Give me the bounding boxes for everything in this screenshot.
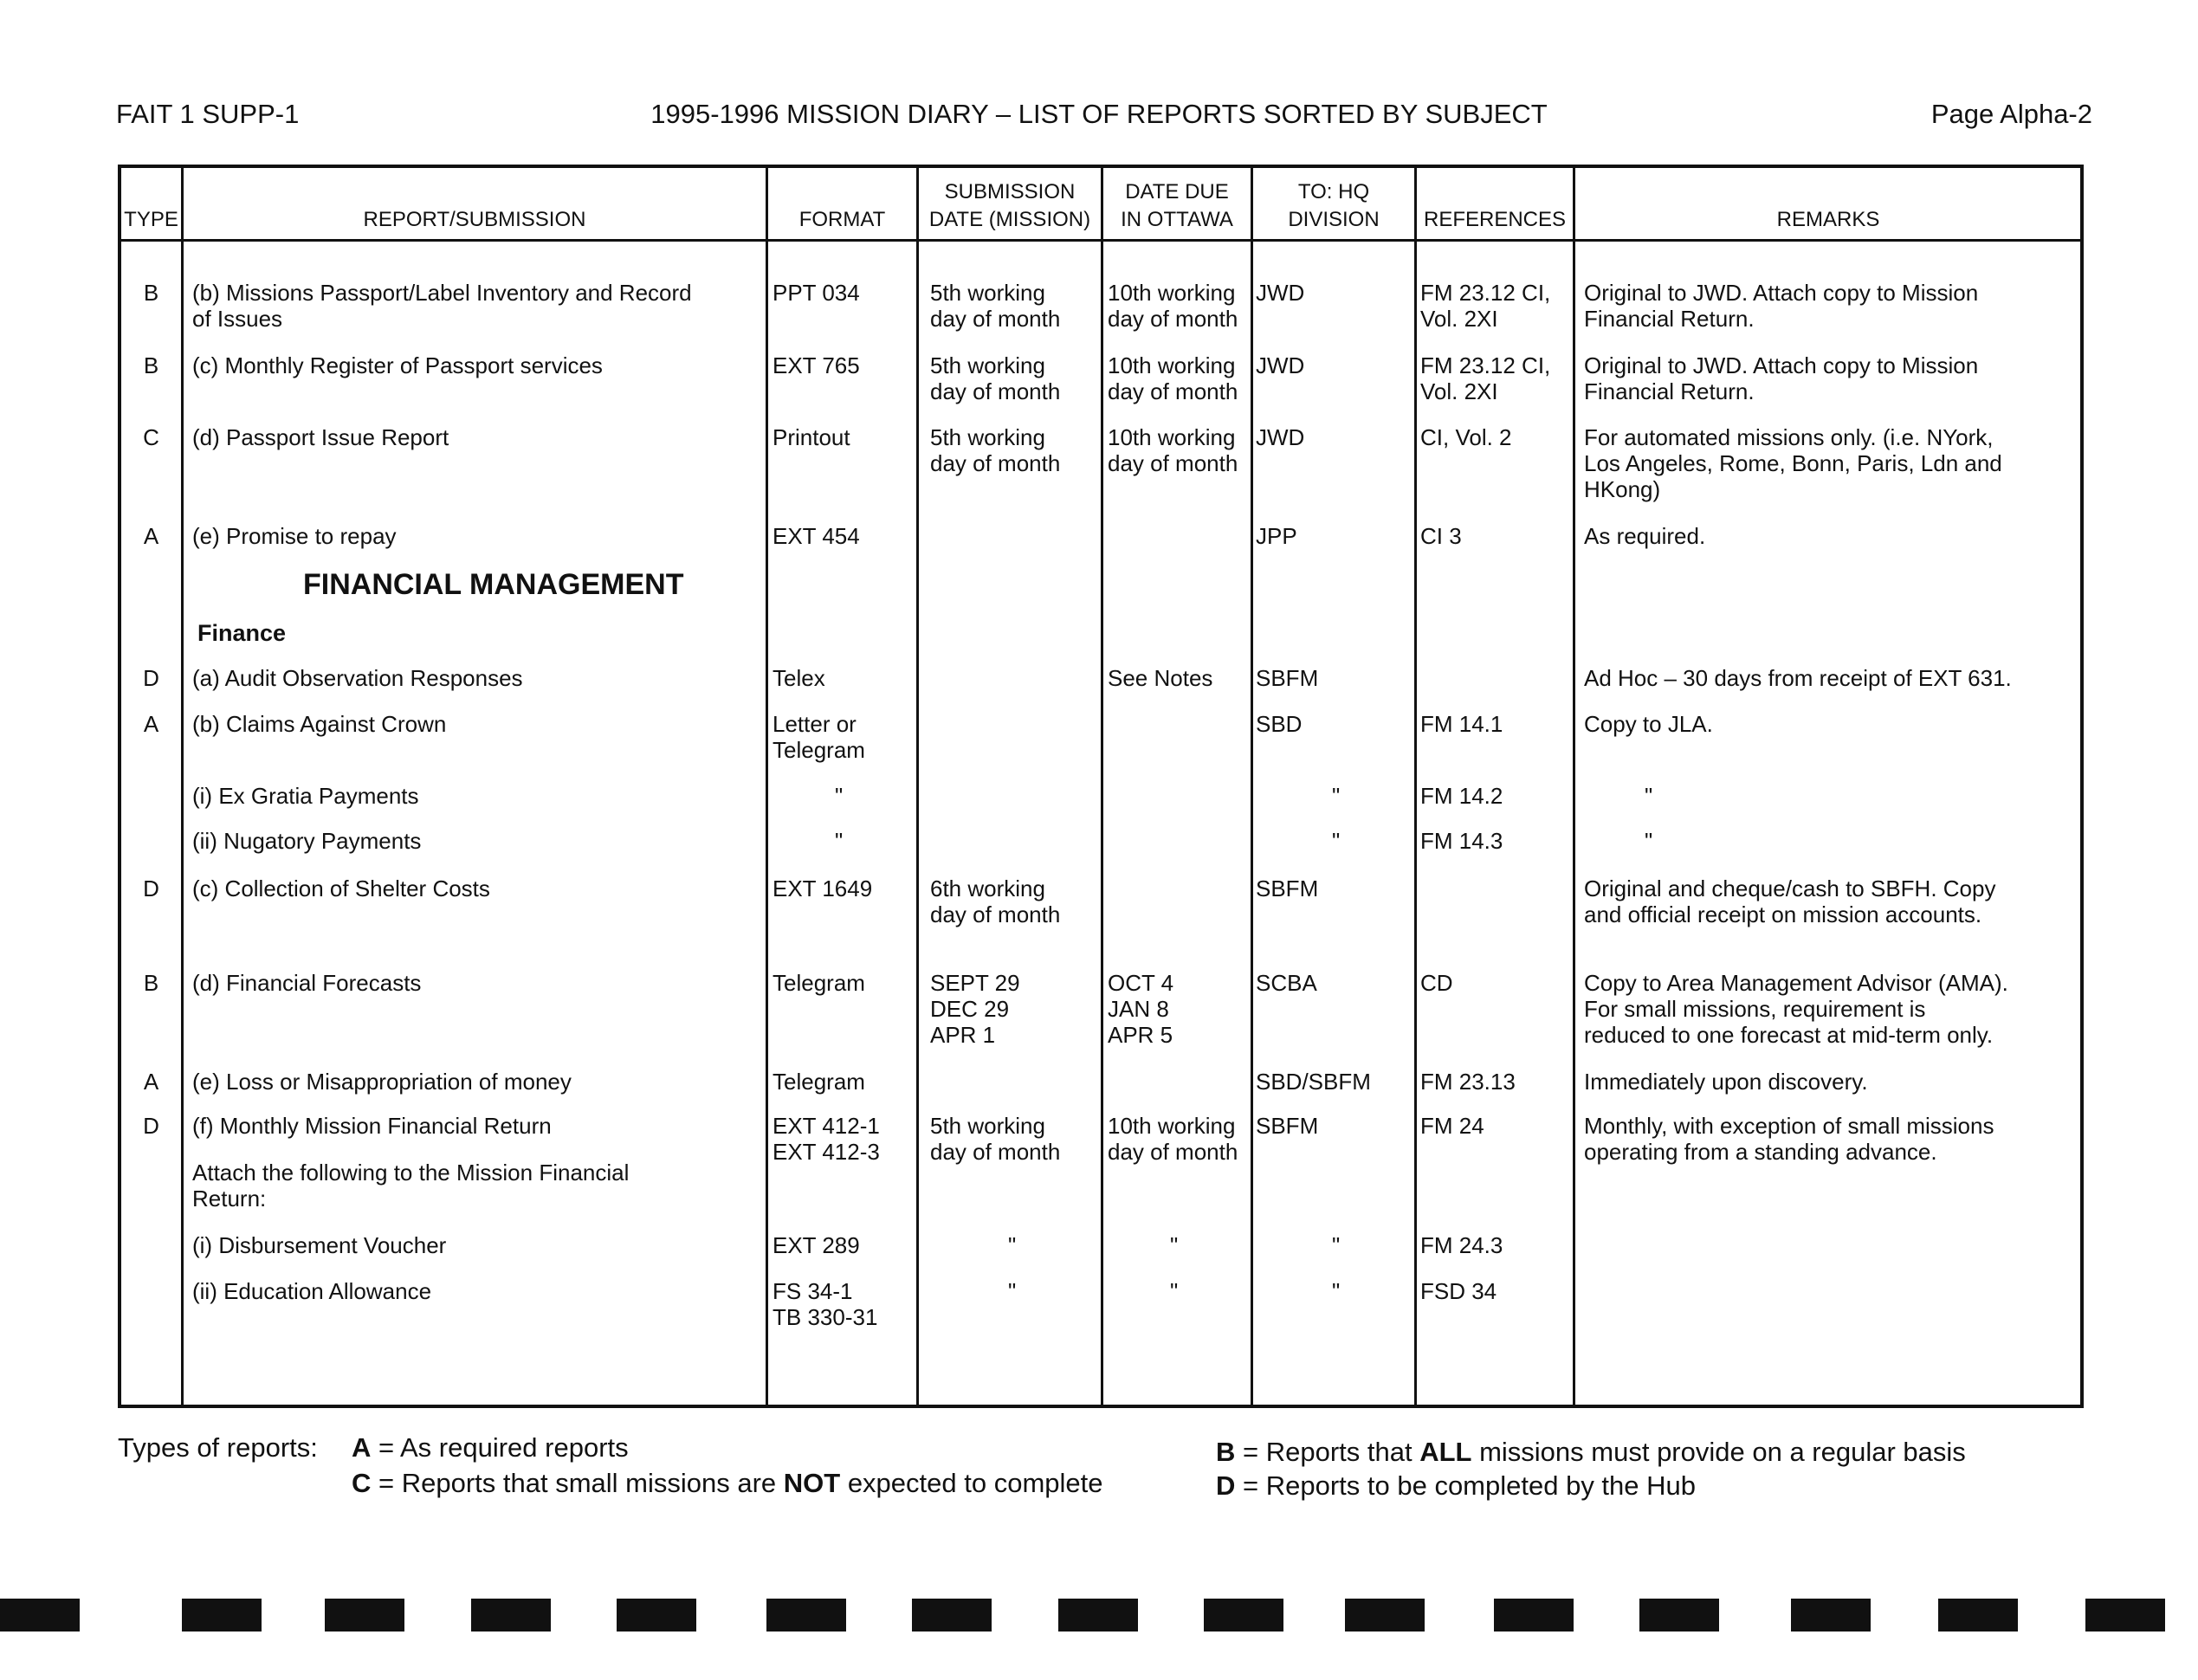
cell-report: (e) Promise to repay — [192, 523, 397, 549]
cell-refs: FM 14.3 — [1420, 828, 1503, 854]
cell-format: Telex — [773, 665, 825, 691]
scan-mark — [617, 1599, 696, 1632]
legend-label: Types of reports: — [118, 1432, 318, 1463]
cell-format: EXT 765 — [773, 352, 860, 378]
cell-submission: " — [1008, 1278, 1017, 1304]
legend-b-emphasis: ALL — [1419, 1437, 1472, 1467]
cell-refs: FM 24.3 — [1420, 1232, 1503, 1258]
cell-remarks: " — [1645, 783, 1653, 809]
cell-remarks: For automated missions only. (i.e. NYork, Los Angeles, Rome, Bonn, Paris, Ldn and HKong) — [1584, 424, 2002, 502]
cell-format: Printout — [773, 424, 850, 450]
cell-report: Attach the following to the Mission Financial Return: — [192, 1160, 630, 1212]
cell-due: 10th working day of month — [1108, 280, 1238, 332]
cell-submission: 5th working day of month — [930, 280, 1061, 332]
document-code: FAIT 1 SUPP-1 — [116, 99, 300, 129]
scan-mark — [182, 1599, 262, 1632]
cell-remarks: Immediately upon discovery. — [1584, 1069, 1868, 1095]
section-title: FINANCIAL MANAGEMENT — [303, 568, 684, 601]
cell-type: B — [143, 970, 159, 996]
column-header-submission: SUBMISSION DATE (MISSION) — [928, 180, 1091, 231]
scan-mark — [766, 1599, 846, 1632]
column-header-due: DATE DUE IN OTTAWA — [1121, 180, 1233, 231]
cell-refs: FM 14.2 — [1420, 783, 1503, 809]
cell-submission: SEPT 29 DEC 29 APR 1 — [930, 970, 1020, 1048]
cell-due: " — [1170, 1232, 1179, 1258]
cell-report: (f) Monthly Mission Financial Return — [192, 1113, 552, 1139]
cell-refs: CI 3 — [1420, 523, 1462, 549]
cell-format: FS 34-1 TB 330-31 — [773, 1278, 878, 1330]
cell-type: B — [143, 352, 159, 378]
legend-c-emphasis: NOT — [783, 1468, 841, 1498]
column-divider — [1573, 165, 1575, 1408]
cell-due: 10th working day of month — [1108, 424, 1238, 476]
column-header-references: REFERENCES — [1423, 208, 1567, 231]
cell-to: JPP — [1256, 523, 1297, 549]
cell-type: A — [143, 1069, 159, 1095]
legend-b-key: B — [1216, 1437, 1236, 1467]
cell-report: (c) Monthly Register of Passport services — [192, 352, 603, 378]
cell-remarks: Original and cheque/cash to SBFH. Copy and official receipt on mission accounts. — [1584, 876, 1996, 927]
cell-report: (c) Collection of Shelter Costs — [192, 876, 490, 901]
column-divider — [766, 165, 768, 1408]
cell-refs: CI, Vol. 2 — [1420, 424, 1512, 450]
column-divider — [1101, 165, 1103, 1408]
cell-to: SBFM — [1256, 1113, 1319, 1139]
scan-mark — [1494, 1599, 1574, 1632]
cell-remarks: Original to JWD. Attach copy to Mission Financial Return. — [1584, 352, 1979, 404]
header-divider — [118, 239, 2084, 242]
cell-report: (a) Audit Observation Responses — [192, 665, 523, 691]
cell-refs: FM 23.13 — [1420, 1069, 1516, 1095]
column-header-format: FORMAT — [798, 208, 886, 231]
cell-report: (ii) Education Allowance — [192, 1278, 432, 1304]
scan-mark — [471, 1599, 551, 1632]
cell-format: " — [835, 783, 844, 809]
cell-to: JWD — [1256, 280, 1305, 306]
cell-type: B — [143, 280, 159, 306]
column-divider — [1251, 165, 1253, 1408]
page-number: Page Alpha-2 — [1930, 99, 2092, 129]
cell-refs: FM 14.1 — [1420, 711, 1503, 737]
cell-type: A — [143, 523, 159, 549]
cell-report: (b) Claims Against Crown — [192, 711, 447, 737]
cell-to: JWD — [1256, 352, 1305, 378]
legend-a-key: A — [352, 1432, 372, 1463]
cell-to: JWD — [1256, 424, 1305, 450]
scan-mark — [325, 1599, 404, 1632]
cell-report: (ii) Nugatory Payments — [192, 828, 422, 854]
legend-d-text: = Reports to be completed by the Hub — [1235, 1470, 1697, 1501]
cell-type: D — [143, 665, 159, 691]
cell-format: " — [835, 828, 844, 854]
legend-c — [352, 1468, 1103, 1499]
cell-to: " — [1332, 1278, 1341, 1304]
cell-remarks: Copy to Area Management Advisor (AMA). For small missions, requirement is reduced to one forecast at mid-term only. — [1584, 970, 2008, 1048]
cell-type: A — [143, 711, 159, 737]
cell-submission: 5th working day of month — [930, 352, 1061, 404]
cell-to: SBD — [1256, 711, 1303, 737]
cell-format: Telegram — [773, 1069, 865, 1095]
cell-submission: 5th working day of month — [930, 424, 1061, 476]
column-divider — [181, 165, 184, 1408]
cell-format: EXT 289 — [773, 1232, 860, 1258]
column-header-report: REPORT/SUBMISSION — [363, 208, 586, 231]
scan-mark — [1345, 1599, 1425, 1632]
column-header-division: TO: HQ DIVISION — [1288, 180, 1380, 231]
legend-c-key: C — [352, 1468, 372, 1498]
legend-d — [1216, 1470, 1696, 1502]
cell-to: SCBA — [1256, 970, 1317, 996]
cell-refs: FM 24 — [1420, 1113, 1484, 1139]
legend-b-text-end: missions must provide on a regular basis — [1471, 1437, 1966, 1467]
cell-report: (d) Passport Issue Report — [192, 424, 449, 450]
cell-remarks: As required. — [1584, 523, 1706, 549]
cell-report: (i) Disbursement Voucher — [192, 1232, 447, 1258]
document-title: 1995-1996 MISSION DIARY – LIST OF REPORTS SORTED BY SUBJECT — [650, 99, 1548, 129]
cell-due: " — [1170, 1278, 1179, 1304]
cell-submission: 5th working day of month — [930, 1113, 1061, 1165]
scan-mark — [1204, 1599, 1283, 1632]
legend-b — [1216, 1437, 1966, 1468]
cell-format: EXT 454 — [773, 523, 860, 549]
scan-mark — [2085, 1599, 2165, 1632]
legend-b-text: = Reports that — [1235, 1437, 1420, 1467]
cell-due: 10th working day of month — [1108, 352, 1238, 404]
cell-refs: FM 23.12 CI, Vol. 2XI — [1420, 352, 1551, 404]
scan-mark — [1058, 1599, 1138, 1632]
cell-to: SBD/SBFM — [1256, 1069, 1371, 1095]
cell-remarks: Monthly, with exception of small missions operating from a standing advance. — [1584, 1113, 1994, 1165]
cell-type: D — [143, 876, 159, 901]
cell-remarks: " — [1645, 828, 1653, 854]
cell-remarks: Original to JWD. Attach copy to Mission Financial Return. — [1584, 280, 1979, 332]
scan-mark — [1791, 1599, 1871, 1632]
scan-mark — [1938, 1599, 2018, 1632]
cell-type: D — [143, 1113, 159, 1139]
cell-refs: FSD 34 — [1420, 1278, 1497, 1304]
scan-mark — [912, 1599, 992, 1632]
scan-mark — [0, 1599, 80, 1632]
cell-due: OCT 4 JAN 8 APR 5 — [1108, 970, 1174, 1048]
cell-format: Letter or Telegram — [773, 711, 865, 763]
cell-to: " — [1332, 1232, 1341, 1258]
cell-remarks: Copy to JLA. — [1584, 711, 1713, 737]
cell-submission: " — [1008, 1232, 1017, 1258]
cell-type: C — [143, 424, 159, 450]
cell-submission: 6th working day of month — [930, 876, 1061, 927]
cell-due: 10th working day of month — [1108, 1113, 1238, 1165]
subsection-title: Finance — [197, 620, 287, 646]
cell-report: (e) Loss or Misappropriation of money — [192, 1069, 572, 1095]
cell-format: PPT 034 — [773, 280, 860, 306]
cell-refs: FM 23.12 CI, Vol. 2XI — [1420, 280, 1551, 332]
cell-report: (d) Financial Forecasts — [192, 970, 422, 996]
cell-format: EXT 412-1 EXT 412-3 — [773, 1113, 880, 1165]
cell-refs: CD — [1420, 970, 1453, 996]
cell-format: Telegram — [773, 970, 865, 996]
cell-report: (i) Ex Gratia Payments — [192, 783, 419, 809]
cell-report: (b) Missions Passport/Label Inventory and Record of Issues — [192, 280, 692, 332]
column-header-remarks: REMARKS — [1776, 208, 1880, 231]
cell-to: SBFM — [1256, 876, 1319, 901]
cell-format: EXT 1649 — [773, 876, 873, 901]
column-header-type: TYPE — [124, 208, 178, 231]
cell-to: " — [1332, 783, 1341, 809]
cell-to: SBFM — [1256, 665, 1319, 691]
cell-due: See Notes — [1108, 665, 1213, 691]
legend-a-text: = As required reports — [371, 1432, 629, 1463]
scan-mark — [1639, 1599, 1719, 1632]
legend-a — [352, 1432, 629, 1464]
legend-c-text: = Reports that small missions are — [371, 1468, 784, 1498]
cell-to: " — [1332, 828, 1341, 854]
legend-c-text-end: expected to complete — [840, 1468, 1103, 1498]
cell-remarks: Ad Hoc – 30 days from receipt of EXT 631. — [1584, 665, 2012, 691]
legend-d-key: D — [1216, 1470, 1236, 1501]
